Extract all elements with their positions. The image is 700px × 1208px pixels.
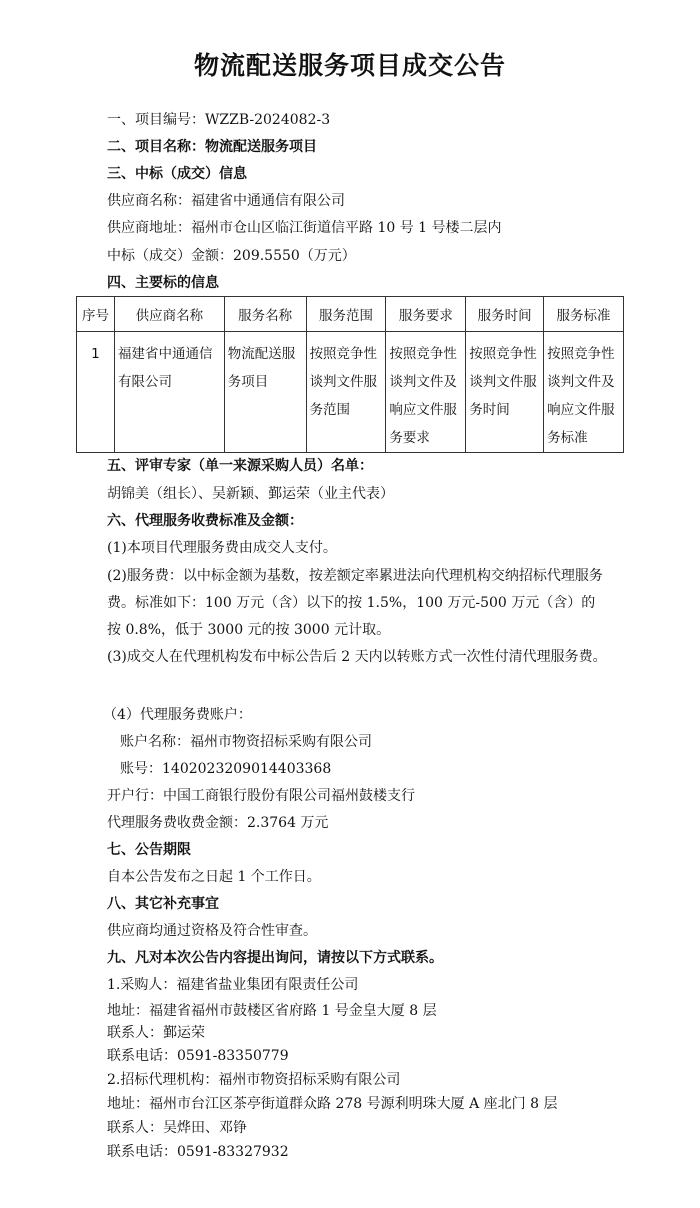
section-4-heading: 四、主要标的信息: [107, 275, 219, 291]
bank-name: 开户行：中国工商银行股份有限公司福州鼓楼支行: [107, 788, 415, 804]
fee-item-1: (1)本项目代理服务费由成交人支付。: [107, 540, 337, 556]
section-6-heading: 六、代理服务收费标准及金额：: [107, 513, 303, 529]
table-header-cell: 服务要求: [386, 297, 466, 332]
account-number: 账号：1402023209014403368: [120, 761, 332, 777]
supplier-address: 供应商地址：福州市仓山区临江街道信平路 10 号 1 号楼二层内: [107, 220, 502, 236]
supplement-text: 供应商均通过资格及符合性审查。: [107, 923, 317, 939]
agency-fee-amount: 代理服务费收费金额：2.3764 万元: [107, 815, 329, 831]
table-cell: 福建省中通通信有限公司: [114, 332, 224, 453]
purchaser-phone: 联系电话：0591-83350779: [107, 1048, 289, 1064]
agency-contact: 联系人：吴烨田、邓铮: [107, 1120, 247, 1136]
account-name: 账户名称：福州市物资招标采购有限公司: [120, 734, 372, 750]
table-cell: 按照竞争性谈判文件及响应文件服务要求: [386, 332, 466, 453]
table-header-cell: 服务标准: [544, 297, 624, 332]
project-name: 二、项目名称：物流配送服务项目: [107, 139, 317, 155]
table-header-cell: 服务时间: [466, 297, 544, 332]
project-number: 一、项目编号：WZZB-2024082-3: [107, 112, 331, 128]
notice-period: 自本公告发布之日起 1 个工作日。: [107, 869, 321, 885]
table-cell: 按照竞争性谈判文件服务时间: [466, 332, 544, 453]
section-9-heading: 九、凡对本次公告内容提出询问，请按以下方式联系。: [107, 950, 443, 966]
table-header-cell: 服务范围: [306, 297, 386, 332]
table-cell: 按照竞争性谈判文件及响应文件服务标准: [544, 332, 624, 453]
subject-info-table: [76, 296, 624, 453]
fee-item-3: (3)成交人在代理机构发布中标公告后 2 天内以转账方式一次性付清代理服务费。: [107, 649, 607, 665]
table-row: [77, 332, 624, 453]
table-header-cell: 序号: [77, 297, 115, 332]
agency-address: 地址：福州市台江区茶亭街道群众路 278 号源利明珠大厦 A 座北门 8 层: [107, 1096, 558, 1112]
page-title: 物流配送服务项目成交公告: [193, 51, 506, 80]
agency-phone: 联系电话：0591-83327932: [107, 1144, 289, 1160]
award-amount: 中标（成交）金额：209.5550（万元）: [107, 248, 356, 264]
table-cell: 物流配送服务项目: [224, 332, 306, 453]
section-8-heading: 八、其它补充事宜: [107, 896, 219, 912]
table-header-cell: 供应商名称: [114, 297, 224, 332]
fee-item-2: (2)服务费：以中标金额为基数，按差额定率累进法向代理机构交纳招标代理服务费。标准如下：100 万元（含）以下的按 1.5%，100 万元-500 万元（含）的按 0.8%，低于 3000 元的按 3000 元计取。: [107, 568, 603, 638]
section-5-heading: 五、评审专家（单一来源采购人员）名单：: [107, 458, 373, 474]
table-header-row: [77, 297, 624, 332]
table-header-cell: 服务名称: [224, 297, 306, 332]
fee-item-4: （4）代理服务费账户：: [103, 707, 252, 723]
purchaser: 1.采购人：福建省盐业集团有限责任公司: [107, 977, 359, 993]
section-3-heading: 三、中标（成交）信息: [107, 166, 247, 182]
section-7-heading: 七、公告期限: [107, 842, 191, 858]
expert-list: 胡锦美（组长）、吴新颖、鄞运荣（业主代表）: [107, 486, 394, 502]
table-cell: 按照竞争性谈判文件服务范围: [306, 332, 386, 453]
table-cell: 1: [77, 332, 115, 453]
supplier-name: 供应商名称：福建省中通通信有限公司: [107, 193, 345, 209]
purchaser-contact: 联系人：鄞运荣: [107, 1025, 205, 1041]
purchaser-address: 地址：福建省福州市鼓楼区省府路 1 号金皇大厦 8 层: [107, 1003, 437, 1019]
agency: 2.招标代理机构：福州市物资招标采购有限公司: [107, 1072, 401, 1088]
